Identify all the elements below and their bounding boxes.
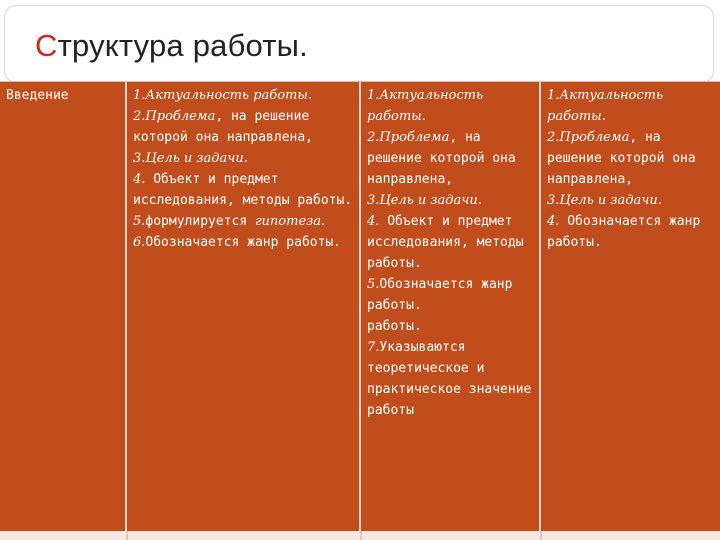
table-line xyxy=(367,316,535,337)
item-text: Обозначается жанр xyxy=(379,277,513,292)
table-line xyxy=(133,127,355,148)
table-line xyxy=(367,232,535,253)
table-line xyxy=(367,127,535,148)
column-4 xyxy=(541,82,720,532)
item-number: 3. xyxy=(547,193,560,208)
column-intro xyxy=(0,82,127,532)
item-italic: Цель и задачи. xyxy=(145,151,248,166)
item-text: работы. xyxy=(547,235,602,250)
item-text: теоретическое и xyxy=(367,361,485,376)
item-number: 7. xyxy=(367,340,380,355)
table-line xyxy=(367,190,535,211)
table-line xyxy=(547,127,716,148)
item-number: 4. xyxy=(547,214,560,229)
table-line xyxy=(367,253,535,274)
item-italic: Проблема xyxy=(379,130,450,145)
item-number: 2. xyxy=(133,109,146,124)
table-line xyxy=(133,85,355,106)
table-line xyxy=(547,232,716,253)
title-rest: труктура работы. xyxy=(57,28,308,63)
table-line xyxy=(367,169,535,190)
item-text: работы. xyxy=(367,319,422,334)
item-number: 5. xyxy=(133,214,146,229)
item-number: 5. xyxy=(367,277,380,292)
item-text: работы. xyxy=(367,298,422,313)
item-number: 2. xyxy=(547,130,560,145)
item-italic: Проблема xyxy=(145,109,216,124)
item-text: Обозначается жанр xyxy=(559,214,701,229)
table-line xyxy=(547,190,716,211)
item-number: 1. xyxy=(133,88,146,103)
hypothesis-word: гипотеза. xyxy=(254,214,326,229)
table-line xyxy=(133,148,355,169)
column-2 xyxy=(127,82,361,532)
item-text: которой она направлена, xyxy=(133,130,314,145)
table-line xyxy=(133,211,355,232)
table-line xyxy=(133,106,355,127)
item-text: Объект и предмет xyxy=(379,214,513,229)
item-text: исследования, методы xyxy=(367,235,524,250)
strip-divider xyxy=(360,531,362,540)
table-line xyxy=(367,148,535,169)
item-text: решение которой она xyxy=(547,151,696,166)
item-text: исследования, методы работы. xyxy=(133,193,353,208)
item-text: формулируется xyxy=(145,214,255,229)
intro-label: Введение xyxy=(6,88,69,103)
table-line xyxy=(547,211,716,232)
item-text: , на решение xyxy=(215,109,310,124)
strip-divider xyxy=(540,531,542,540)
table-line xyxy=(367,211,535,232)
table-line xyxy=(367,337,535,358)
item-number: 3. xyxy=(133,151,146,166)
slide-title xyxy=(35,28,308,64)
item-text: направлена, xyxy=(367,172,454,187)
item-italic: Актуальность работы. xyxy=(145,88,313,103)
item-number: 3. xyxy=(367,193,380,208)
table-line xyxy=(367,295,535,316)
title-first-letter: С xyxy=(35,28,58,63)
item-text: работы xyxy=(367,403,414,418)
item-number: 4. xyxy=(133,172,146,187)
table-line xyxy=(367,379,535,400)
item-text: Указываются xyxy=(379,340,466,355)
item-number: 6. xyxy=(133,235,146,250)
table-line xyxy=(367,85,535,127)
title-card xyxy=(4,5,714,83)
column-3 xyxy=(361,82,541,532)
table-line xyxy=(133,232,355,253)
item-number: 1. xyxy=(367,88,380,103)
item-number: 1. xyxy=(547,88,560,103)
item-italic: Проблема xyxy=(559,130,630,145)
item-number: 2. xyxy=(367,130,380,145)
table-line xyxy=(547,148,716,169)
item-text: работы. xyxy=(367,256,422,271)
table-line xyxy=(547,85,716,127)
table-line xyxy=(547,169,716,190)
item-italic: Актуальность работы. xyxy=(547,88,668,124)
item-text: Обозначается жанр работы. xyxy=(145,235,342,250)
table-line xyxy=(367,400,535,421)
item-text: , на xyxy=(629,130,661,145)
structure-table xyxy=(0,81,720,532)
table-line xyxy=(133,190,355,211)
table-line xyxy=(367,358,535,379)
item-text: практическое значение xyxy=(367,382,532,397)
item-italic: Актуальность работы. xyxy=(367,88,488,124)
table-line xyxy=(367,274,535,295)
bottom-strip xyxy=(0,531,720,540)
item-italic: Цель и задачи. xyxy=(559,193,662,208)
table-line xyxy=(133,169,355,190)
item-text: , на xyxy=(449,130,481,145)
strip-divider xyxy=(126,531,128,540)
item-italic: Цель и задачи. xyxy=(379,193,482,208)
item-text: решение которой она xyxy=(367,151,516,166)
item-number: 4. xyxy=(367,214,380,229)
item-text: Объект и предмет xyxy=(145,172,279,187)
item-text: направлена, xyxy=(547,172,634,187)
